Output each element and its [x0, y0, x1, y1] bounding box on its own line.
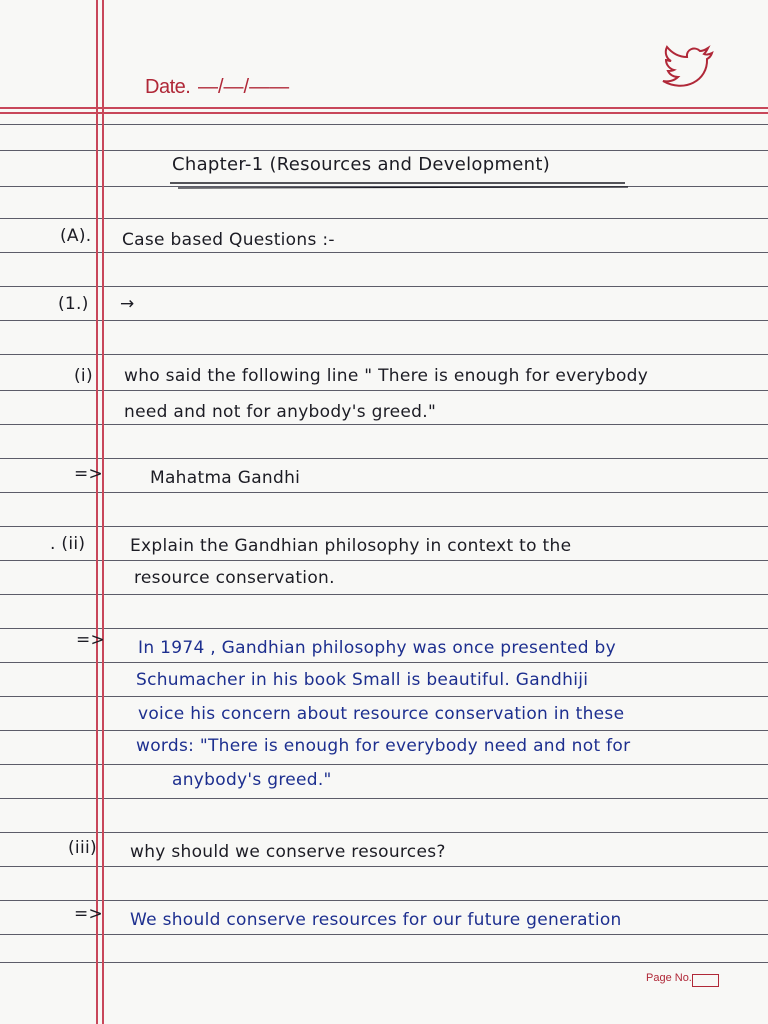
- ruled-line: [0, 900, 768, 901]
- ruled-line: [0, 594, 768, 595]
- ruled-line: [0, 492, 768, 493]
- bird-icon: [662, 44, 716, 92]
- ruled-line: [0, 934, 768, 935]
- ruled-line: [0, 866, 768, 867]
- answer-marker: =>: [76, 630, 106, 650]
- ruled-line: [0, 526, 768, 527]
- page-no-box: [692, 974, 719, 987]
- ruled-line: [0, 832, 768, 833]
- section-title: Case based Questions :-: [122, 230, 335, 250]
- question-line: who said the following line " There is enough for everybody: [124, 366, 649, 386]
- margin-line: [96, 0, 98, 1024]
- question-marker: (iii): [68, 838, 97, 858]
- ruled-line: [0, 962, 768, 963]
- question-line: why should we conserve resources?: [130, 842, 446, 862]
- ruled-line: [0, 150, 768, 151]
- answer-marker: =>: [74, 904, 104, 924]
- question-line: need and not for anybody's greed.": [124, 402, 437, 422]
- ruled-line: [0, 286, 768, 287]
- ruled-line: [0, 424, 768, 425]
- ruled-line: [0, 696, 768, 697]
- answer-marker: =>: [74, 464, 104, 484]
- chapter-underline: [170, 180, 630, 190]
- question-line: Explain the Gandhian philosophy in context to the: [130, 536, 572, 556]
- ruled-line: [0, 458, 768, 459]
- date-blanks: —/—/——: [198, 76, 290, 98]
- answer-line: Mahatma Gandhi: [150, 468, 301, 488]
- answer-line: In 1974 , Gandhian philosophy was once presented by: [138, 638, 617, 658]
- answer-line: voice his concern about resource conservation in these: [138, 704, 625, 724]
- question-marker: (i): [74, 366, 93, 386]
- header-rule: [0, 107, 768, 109]
- ruled-line: [0, 798, 768, 799]
- question-marker: . (ii): [50, 534, 86, 554]
- section-marker: (A).: [60, 226, 92, 246]
- header-rule: [0, 112, 768, 114]
- date-label: Date.: [145, 76, 191, 98]
- ruled-line: [0, 218, 768, 219]
- case-marker: (1.): [58, 294, 89, 314]
- ruled-line: [0, 560, 768, 561]
- answer-line: Schumacher in his book Small is beautiful. Gandhiji: [136, 670, 589, 690]
- ruled-line: [0, 124, 768, 125]
- ruled-line: [0, 252, 768, 253]
- ruled-line: [0, 320, 768, 321]
- margin-line: [102, 0, 104, 1024]
- ruled-line: [0, 730, 768, 731]
- arrow-icon: →: [120, 294, 135, 314]
- ruled-line: [0, 764, 768, 765]
- answer-line: anybody's greed.": [172, 770, 332, 790]
- page-no-label: Page No.: [646, 972, 692, 984]
- answer-line: words: "There is enough for everybody need and not for: [136, 736, 631, 756]
- answer-line: We should conserve resources for our future generation: [130, 910, 622, 930]
- chapter-title: Chapter-1 (Resources and Development): [172, 154, 551, 175]
- question-line: resource conservation.: [134, 568, 335, 588]
- ruled-line: [0, 354, 768, 355]
- ruled-line: [0, 628, 768, 629]
- ruled-line: [0, 390, 768, 391]
- ruled-line: [0, 662, 768, 663]
